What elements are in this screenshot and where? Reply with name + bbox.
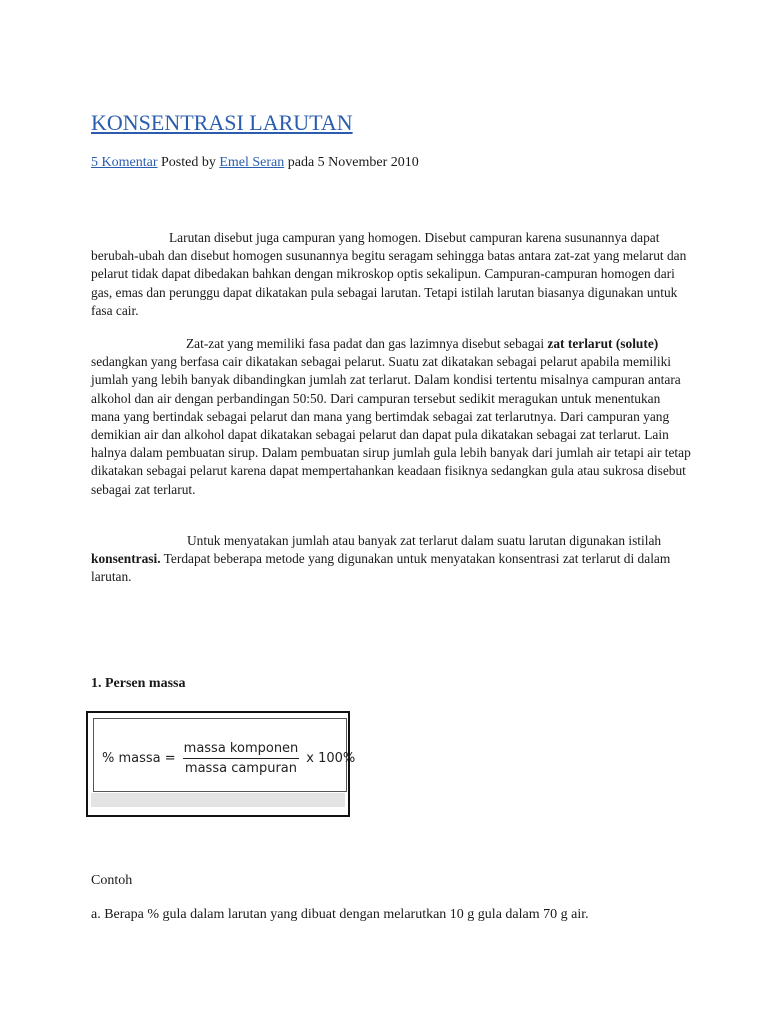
paragraph-solute-text-2: sedangkan yang berfasa cair dikatakan sebagai pelarut. Suatu zat dikatakan sebagai pelarut apabila memiliki jumlah yang lebih banyak dibandingkan jumlah zat terlarut. Dalam kondisi tertentu misalnya campuran antara alkohol dan air dengan perbandingan 50:50. Dari campuran tersebut sedikit meragukan untuk menentukan mana yang bertindak sebagai pelarut dan mana yang bertimdak sebagai zat terlarutnya. Dari campuran yang demikian air dan alkohol dapat dikatakan sebagai pelarut dan dapat pula dikatakan sebagai zat terlarut. Lain halnya dalam pembuatan sirup. Dalam pembuatan sirup jumlah gula lebih banyak dari jumlah air tetapi air tetap dikatakan sebagai pelarut karena dapat mempertahankan keadaan fisiknya sedangkan gula atau sukrosa disebut sebagai zat terlarut. <box>91 354 691 497</box>
mass-percent-formula <box>102 741 355 776</box>
formula-numerator: massa komponen <box>183 741 299 756</box>
paragraph-concentration-text-1: Untuk menyatakan jumlah atau banyak zat terlarut dalam suatu larutan digunakan istilah <box>187 533 662 548</box>
paragraph-concentration-text-2: Terdapat beberapa metode yang digunakan untuk menyatakan konsentrasi zat terlarut di dalam larutan. <box>91 551 671 585</box>
post-date-text: pada 5 November 2010 <box>284 155 419 170</box>
formula-fraction <box>182 741 301 776</box>
author-link[interactable]: Emel Seran <box>219 155 285 170</box>
example-label: Contoh <box>91 873 133 888</box>
paragraph-solute <box>91 335 691 499</box>
paragraph-concentration <box>91 532 691 587</box>
section-heading-persen-massa: 1. Persen massa <box>91 676 186 691</box>
paragraph-intro: Larutan disebut juga campuran yang homogen. Disebut campuran karena susunannya dapat berubah-ubah dan disebut homogen susunannya begitu seragam sehingga batas antara zat-zat yang melarut dan pelarut tidak dapat dibedakan bahkan dengan mikroskop optis sekalipun. Campuran-campuran homogen dari gas, emas dan perunggu dapat dikatakan pula sebagai larutan. Tetapi istilah larutan biasanya digunakan untuk fasa cair. <box>91 230 687 318</box>
page-title[interactable]: KONSENTRASI LARUTAN <box>91 110 353 135</box>
formula-denominator: massa campuran <box>183 758 299 776</box>
formula-rhs: x 100% <box>306 751 356 766</box>
formula-bottom-band <box>91 793 345 807</box>
concentration-term: konsentrasi. <box>91 551 161 567</box>
formula-lhs: % massa = <box>102 751 176 766</box>
paragraph-solute-text-1: Zat-zat yang memiliki fasa padat dan gas lazimnya disebut sebagai <box>186 336 548 351</box>
post-meta <box>91 155 419 171</box>
posted-by-text: Posted by <box>157 155 220 170</box>
solute-term: zat terlarut (solute) <box>547 336 659 351</box>
comments-link[interactable]: 5 Komentar <box>91 155 158 170</box>
example-question-a: a. Berapa % gula dalam larutan yang dibuat dengan melarutkan 10 g gula dalam 70 g air. <box>91 907 589 922</box>
formula-image <box>86 711 356 817</box>
formula-panel <box>93 718 356 792</box>
